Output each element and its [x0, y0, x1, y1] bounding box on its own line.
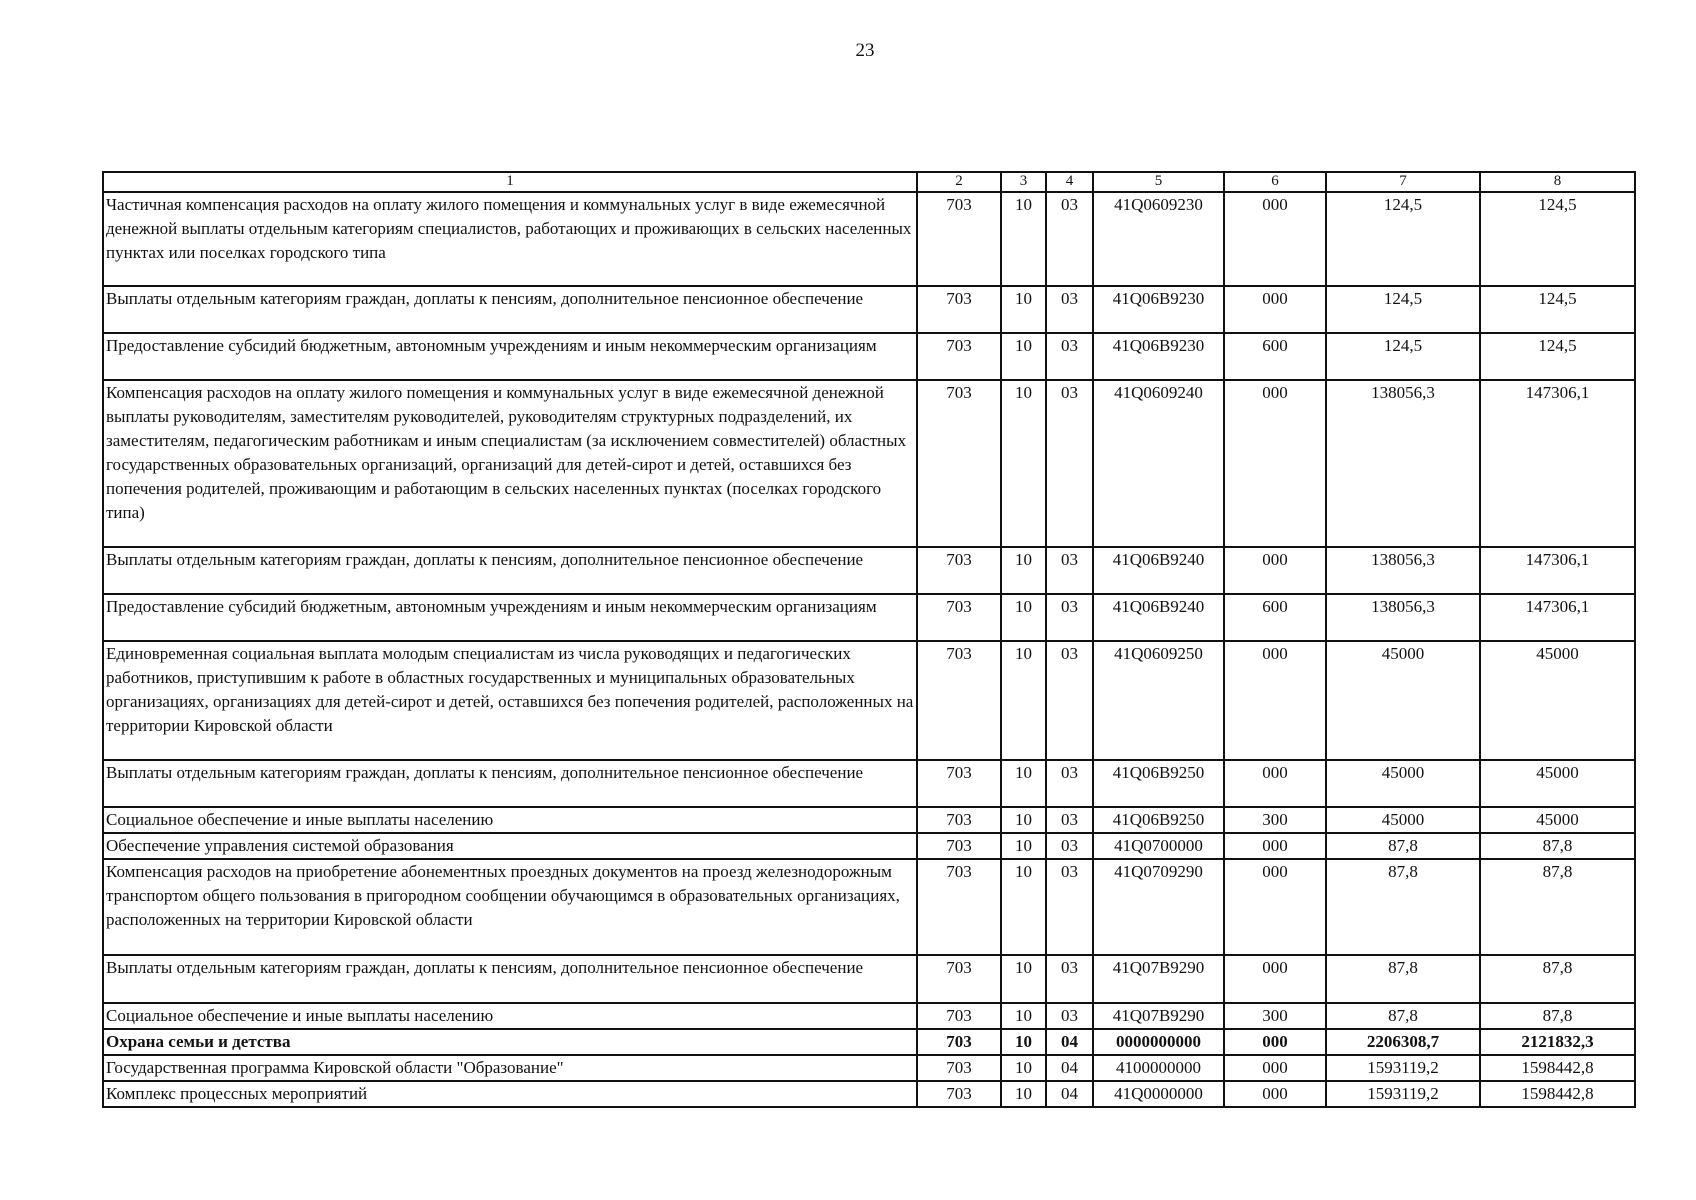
row-amount-col8: 147306,1: [1480, 547, 1635, 594]
table-row: [103, 641, 1635, 760]
column-header: 6: [1224, 172, 1326, 192]
row-code-target: 41Q0609240: [1093, 380, 1224, 547]
row-code-section: 10: [1001, 1003, 1046, 1029]
row-code-target: 41Q07B9290: [1093, 1003, 1224, 1029]
table-row: [103, 833, 1635, 859]
row-amount-col7: 124,5: [1326, 333, 1480, 380]
row-code-ministry: 703: [917, 1081, 1001, 1107]
row-description: Предоставление субсидий бюджетным, автономным учреждениям и иным некоммерческим организациям: [103, 333, 917, 380]
table-row: [103, 1081, 1635, 1107]
table-row: [103, 594, 1635, 641]
row-description: Социальное обеспечение и иные выплаты населению: [103, 807, 917, 833]
row-code-subsection: 03: [1046, 333, 1093, 380]
row-description: Выплаты отдельным категориям граждан, доплаты к пенсиям, дополнительное пенсионное обеспечение: [103, 760, 917, 807]
row-amount-col7: 45000: [1326, 641, 1480, 760]
budget-table: [102, 171, 1636, 1108]
row-code-ministry: 703: [917, 1029, 1001, 1055]
row-code-ministry: 703: [917, 594, 1001, 641]
row-description: Выплаты отдельным категориям граждан, доплаты к пенсиям, дополнительное пенсионное обеспечение: [103, 286, 917, 333]
row-description: Единовременная социальная выплата молодым специалистам из числа руководящих и педагогических работников, приступившим к работе в областных государственных и муниципальных образовательных организациях, организациях для детей-сирот и детей, оставшихся без попечения родителей, расположенных на территории Кировской области: [103, 641, 917, 760]
page-number: 23: [855, 40, 875, 61]
row-code-expense-type: 000: [1224, 859, 1326, 955]
row-code-section: 10: [1001, 286, 1046, 333]
row-code-target: 41Q06B9230: [1093, 286, 1224, 333]
row-code-section: 10: [1001, 641, 1046, 760]
row-amount-col8: 1598442,8: [1480, 1055, 1635, 1081]
row-description: Выплаты отдельным категориям граждан, доплаты к пенсиям, дополнительное пенсионное обеспечение: [103, 547, 917, 594]
row-amount-col7: 124,5: [1326, 192, 1480, 286]
row-code-section: 10: [1001, 833, 1046, 859]
column-header: 8: [1480, 172, 1635, 192]
row-description: Социальное обеспечение и иные выплаты населению: [103, 1003, 917, 1029]
row-code-target: 41Q06B9240: [1093, 594, 1224, 641]
row-code-expense-type: 000: [1224, 641, 1326, 760]
row-code-subsection: 03: [1046, 859, 1093, 955]
header-row: [103, 172, 1635, 192]
row-code-subsection: 03: [1046, 641, 1093, 760]
row-code-subsection: 03: [1046, 760, 1093, 807]
column-header: 3: [1001, 172, 1046, 192]
row-amount-col7: 124,5: [1326, 286, 1480, 333]
row-amount-col7: 45000: [1326, 760, 1480, 807]
row-code-target: 0000000000: [1093, 1029, 1224, 1055]
table-row: [103, 1055, 1635, 1081]
row-code-subsection: 04: [1046, 1055, 1093, 1081]
row-code-target: 41Q0609250: [1093, 641, 1224, 760]
row-amount-col7: 2206308,7: [1326, 1029, 1480, 1055]
row-code-target: 4100000000: [1093, 1055, 1224, 1081]
table-row: [103, 1029, 1635, 1055]
row-code-expense-type: 000: [1224, 833, 1326, 859]
row-code-section: 10: [1001, 955, 1046, 1003]
column-header: 4: [1046, 172, 1093, 192]
row-code-ministry: 703: [917, 1003, 1001, 1029]
row-code-target: 41Q0700000: [1093, 833, 1224, 859]
row-amount-col8: 2121832,3: [1480, 1029, 1635, 1055]
row-code-expense-type: 300: [1224, 807, 1326, 833]
table-row: [103, 955, 1635, 1003]
row-code-section: 10: [1001, 1055, 1046, 1081]
row-amount-col7: 45000: [1326, 807, 1480, 833]
row-code-subsection: 03: [1046, 1003, 1093, 1029]
row-amount-col7: 87,8: [1326, 833, 1480, 859]
table-row: [103, 286, 1635, 333]
row-code-subsection: 03: [1046, 807, 1093, 833]
row-amount-col8: 124,5: [1480, 192, 1635, 286]
row-amount-col8: 45000: [1480, 807, 1635, 833]
row-code-expense-type: 000: [1224, 547, 1326, 594]
row-description: Предоставление субсидий бюджетным, автономным учреждениям и иным некоммерческим организациям: [103, 594, 917, 641]
row-amount-col7: 1593119,2: [1326, 1055, 1480, 1081]
table-row: [103, 807, 1635, 833]
row-description: Частичная компенсация расходов на оплату жилого помещения и коммунальных услуг в виде ежемесячной денежной выплаты отдельным категориям специалистов, работающих и проживающих в сельских населенных пунктах или поселках городского типа: [103, 192, 917, 286]
row-code-expense-type: 000: [1224, 380, 1326, 547]
row-code-expense-type: 300: [1224, 1003, 1326, 1029]
row-code-section: 10: [1001, 1029, 1046, 1055]
row-amount-col8: 1598442,8: [1480, 1081, 1635, 1107]
row-code-target: 41Q06B9240: [1093, 547, 1224, 594]
row-amount-col7: 87,8: [1326, 955, 1480, 1003]
row-code-subsection: 03: [1046, 955, 1093, 1003]
table-row: [103, 1003, 1635, 1029]
table-row: [103, 192, 1635, 286]
row-code-ministry: 703: [917, 760, 1001, 807]
row-code-expense-type: 600: [1224, 333, 1326, 380]
row-code-section: 10: [1001, 1081, 1046, 1107]
row-code-target: 41Q0609230: [1093, 192, 1224, 286]
row-description: Компенсация расходов на приобретение абонементных проездных документов на проезд железнодорожным транспортом общего пользования в пригородном сообщении обучающимся в образовательных организациях, расположенных на территории Кировской области: [103, 859, 917, 955]
row-amount-col8: 147306,1: [1480, 594, 1635, 641]
row-code-subsection: 03: [1046, 286, 1093, 333]
row-code-section: 10: [1001, 192, 1046, 286]
row-code-ministry: 703: [917, 380, 1001, 547]
row-code-target: 41Q0709290: [1093, 859, 1224, 955]
row-code-ministry: 703: [917, 286, 1001, 333]
row-description: Государственная программа Кировской области "Образование": [103, 1055, 917, 1081]
row-amount-col7: 138056,3: [1326, 380, 1480, 547]
row-amount-col7: 138056,3: [1326, 594, 1480, 641]
row-amount-col8: 87,8: [1480, 859, 1635, 955]
row-code-expense-type: 000: [1224, 1029, 1326, 1055]
row-code-ministry: 703: [917, 955, 1001, 1003]
row-code-target: 41Q06B9250: [1093, 760, 1224, 807]
row-code-subsection: 03: [1046, 547, 1093, 594]
table-row: [103, 380, 1635, 547]
row-description: Выплаты отдельным категориям граждан, доплаты к пенсиям, дополнительное пенсионное обеспечение: [103, 955, 917, 1003]
row-code-subsection: 03: [1046, 594, 1093, 641]
row-code-ministry: 703: [917, 807, 1001, 833]
table-body: [103, 192, 1635, 1107]
row-amount-col8: 124,5: [1480, 286, 1635, 333]
row-code-subsection: 04: [1046, 1029, 1093, 1055]
row-code-expense-type: 000: [1224, 955, 1326, 1003]
row-code-target: 41Q06B9250: [1093, 807, 1224, 833]
row-code-expense-type: 000: [1224, 286, 1326, 333]
table-row: [103, 859, 1635, 955]
row-code-ministry: 703: [917, 833, 1001, 859]
row-code-expense-type: 000: [1224, 1055, 1326, 1081]
row-amount-col7: 87,8: [1326, 1003, 1480, 1029]
row-code-subsection: 04: [1046, 1081, 1093, 1107]
column-header: 5: [1093, 172, 1224, 192]
column-header: 1: [103, 172, 917, 192]
row-code-subsection: 03: [1046, 833, 1093, 859]
row-code-expense-type: 000: [1224, 760, 1326, 807]
row-amount-col8: 87,8: [1480, 955, 1635, 1003]
row-code-section: 10: [1001, 333, 1046, 380]
row-code-section: 10: [1001, 760, 1046, 807]
row-amount-col8: 87,8: [1480, 1003, 1635, 1029]
row-code-ministry: 703: [917, 547, 1001, 594]
row-description: Охрана семьи и детства: [103, 1029, 917, 1055]
row-code-section: 10: [1001, 380, 1046, 547]
row-amount-col7: 87,8: [1326, 859, 1480, 955]
row-amount-col8: 87,8: [1480, 833, 1635, 859]
row-description: Обеспечение управления системой образования: [103, 833, 917, 859]
row-description: Компенсация расходов на оплату жилого помещения и коммунальных услуг в виде ежемесячной денежной выплаты руководителям, заместителям руководителей, руководителям структурных подразделений, их заместителям, педагогическим работникам и иным специалистам (за исключением совместителей) областных государственных образовательных организаций, организаций для детей-сирот и детей, оставшихся без попечения родителей, проживающим и работающим в сельских населенных пунктах (поселках городского типа): [103, 380, 917, 547]
row-amount-col8: 45000: [1480, 760, 1635, 807]
column-header: 7: [1326, 172, 1480, 192]
column-header: 2: [917, 172, 1001, 192]
row-code-ministry: 703: [917, 333, 1001, 380]
row-code-section: 10: [1001, 594, 1046, 641]
table-row: [103, 547, 1635, 594]
row-code-subsection: 03: [1046, 380, 1093, 547]
row-code-target: 41Q06B9230: [1093, 333, 1224, 380]
table-row: [103, 333, 1635, 380]
row-amount-col7: 138056,3: [1326, 547, 1480, 594]
row-amount-col8: 147306,1: [1480, 380, 1635, 547]
row-code-section: 10: [1001, 547, 1046, 594]
row-code-target: 41Q07B9290: [1093, 955, 1224, 1003]
row-code-expense-type: 000: [1224, 1081, 1326, 1107]
row-amount-col8: 124,5: [1480, 333, 1635, 380]
row-code-target: 41Q0000000: [1093, 1081, 1224, 1107]
row-code-expense-type: 000: [1224, 192, 1326, 286]
row-code-ministry: 703: [917, 1055, 1001, 1081]
row-code-ministry: 703: [917, 641, 1001, 760]
row-amount-col8: 45000: [1480, 641, 1635, 760]
row-description: Комплекс процессных мероприятий: [103, 1081, 917, 1107]
row-code-ministry: 703: [917, 859, 1001, 955]
row-code-ministry: 703: [917, 192, 1001, 286]
row-code-section: 10: [1001, 807, 1046, 833]
row-amount-col7: 1593119,2: [1326, 1081, 1480, 1107]
row-code-subsection: 03: [1046, 192, 1093, 286]
row-code-section: 10: [1001, 859, 1046, 955]
table-row: [103, 760, 1635, 807]
row-code-expense-type: 600: [1224, 594, 1326, 641]
